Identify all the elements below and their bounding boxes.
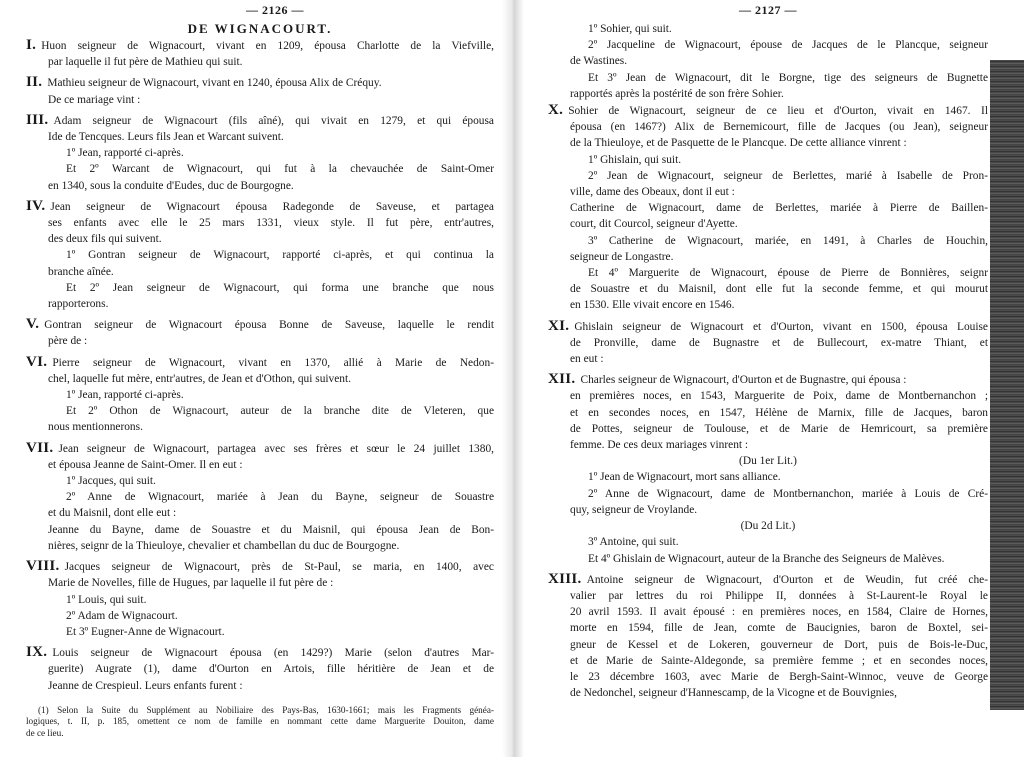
line-text: Antoine seigneur de Wignacourt, d'Ourton et de Weudin, fut créé che- bbox=[586, 573, 988, 586]
line-text: valier par lettres du roi Philippe II, données à St-Laurent-le Royal le bbox=[570, 589, 988, 602]
line-text: 3º Antoine, qui suit. bbox=[588, 536, 679, 549]
right-intro bbox=[548, 21, 988, 102]
intro-line: rapportés après la postérité de son frère Sohier. bbox=[570, 87, 784, 100]
line-text: De ce mariage vint : bbox=[48, 93, 141, 106]
entry-line bbox=[26, 473, 494, 489]
footnote-line: de ce lieu. bbox=[26, 727, 64, 738]
line-text: Charles seigneur de Wignacourt, d'Ourton et de Bugnastre, qui épousa : bbox=[580, 374, 907, 387]
line-text: 2º Anne de Wignacourt, mariée à Jean du Bayne, seigneur de Souastre bbox=[66, 491, 494, 504]
entry-line bbox=[548, 351, 988, 367]
generation-entry bbox=[548, 318, 988, 368]
line-text: et en secondes noces, en 1547, Hélène de Marnix, fille de Jacques, baron bbox=[570, 406, 988, 419]
entry-line bbox=[26, 592, 494, 608]
entry-line bbox=[26, 161, 494, 177]
entry-line bbox=[26, 624, 494, 640]
line-text: 1º Gontran seigneur de Wignacourt, rapporté ci-après, et qui continua la bbox=[66, 249, 494, 262]
generation-number: IV. bbox=[26, 197, 46, 214]
page-title: DE WIGNACOURT. bbox=[187, 21, 333, 36]
line-text: guerite) Augrate (1), dame d'Ourton en Artois, fille héritière de Jean et de bbox=[48, 663, 494, 676]
line-text: (Du 2d Lit.) bbox=[740, 520, 796, 533]
line-text: Jacques seigneur de Wignacourt, près de St-Paul, se maria, en 1400, avec bbox=[64, 561, 494, 574]
entry-line bbox=[26, 644, 494, 661]
entry-line bbox=[26, 440, 494, 457]
entry-line bbox=[548, 604, 988, 620]
entry-line bbox=[26, 198, 494, 215]
entry-line bbox=[26, 92, 494, 108]
entry-line bbox=[548, 685, 988, 701]
entry-line bbox=[548, 653, 988, 669]
line-text: 1º Jean, rapporté ci-après. bbox=[66, 147, 184, 160]
line-text: Et 4º Ghislain de Wignacourt, auteur de la Branche des Seigneurs de Malèves. bbox=[588, 552, 945, 565]
line-text: Louis seigneur de Wignacourt épousa (en 1429?) Marie (selon d'autres Mar- bbox=[52, 647, 494, 660]
line-text: 2º Jean de Wignacourt, seigneur de Berlettes, marié à Isabelle de Pron- bbox=[588, 169, 988, 182]
entry-line bbox=[26, 215, 494, 231]
entry-line bbox=[26, 419, 494, 435]
entry-line bbox=[548, 551, 988, 567]
generation-number: VII. bbox=[26, 439, 54, 456]
page-edge-shadow bbox=[990, 60, 1024, 710]
entry-line bbox=[548, 200, 988, 216]
entry-line bbox=[26, 333, 494, 349]
line-text: Adam seigneur de Wignacourt (fils aîné), qui vivait en 1279, et qui épousa bbox=[53, 114, 494, 127]
entry-line bbox=[548, 281, 988, 297]
intro-line: de Wastines. bbox=[570, 55, 628, 68]
line-text: seigneur de Longastre. bbox=[570, 250, 674, 263]
entry-line bbox=[548, 669, 988, 685]
line-text: nous mentionnerons. bbox=[48, 421, 143, 434]
entry-line bbox=[26, 558, 494, 575]
entry-line bbox=[548, 388, 988, 404]
line-text: femme. De ces deux mariages vinrent : bbox=[570, 439, 749, 452]
entry-line bbox=[26, 457, 494, 473]
entry-line bbox=[26, 129, 494, 145]
entry-line bbox=[26, 387, 494, 403]
line-text: Jeanne de Crespieul. Leurs enfants furent : bbox=[48, 679, 243, 692]
entry-line bbox=[26, 678, 494, 694]
entry-line bbox=[548, 168, 988, 184]
line-text: quy, seigneur de Vroylande. bbox=[570, 503, 698, 516]
line-text: Jeanne du Bayne, dame de Souastre et du Maisnil, qui épousa Jean de Bon- bbox=[48, 523, 494, 536]
line-text: de la Thieuloye, et de Pasquette de le Plancque. De cette alliance vinrent : bbox=[570, 137, 907, 150]
line-text: en eut : bbox=[570, 353, 604, 366]
generation-number: IX. bbox=[26, 644, 48, 661]
line-text: Ghislain seigneur de Wignacourt et d'Ourton, vivant en 1500, épousa Louise bbox=[574, 320, 988, 333]
line-text: le 23 décembre 1603, avec Marie de Bergh-Saint-Winnoc, veuve de George bbox=[570, 670, 988, 683]
generation-entry bbox=[26, 644, 494, 694]
page-number-left: — 2126 — bbox=[246, 3, 304, 17]
line-text: 20 avril 1593. Il avait épousé : en premières noces, en 1584, Claire de Hornes, bbox=[570, 606, 988, 619]
line-text: de Pronville, dame de Bugnastre et de Bullecourt, ex-matre Thiant, et bbox=[570, 336, 988, 349]
generation-entry bbox=[26, 37, 494, 70]
line-text: 1º Jean de Wignacourt, mort sans alliance. bbox=[588, 471, 781, 484]
entry-line bbox=[548, 233, 988, 249]
line-text: par laquelle il fut père de Mathieu qui suit. bbox=[48, 56, 243, 69]
line-text: Huon seigneur de Wignacourt, vivant en 1209, épousa Charlotte de la Viefville, bbox=[41, 40, 494, 52]
entry-line bbox=[26, 575, 494, 591]
entry-line bbox=[548, 135, 988, 151]
generation-number: I. bbox=[26, 37, 37, 53]
generation-number: III. bbox=[26, 111, 49, 128]
generation-entry bbox=[548, 102, 988, 314]
line-text: épousa (en 1467?) Alix de Bernemicourt, fille de Jacques (ou Jean), seigneur bbox=[570, 121, 988, 134]
line-text: (Du 1er Lit.) bbox=[739, 455, 797, 468]
generation-entry bbox=[26, 316, 494, 349]
generation-entry bbox=[548, 371, 988, 566]
entry-line bbox=[26, 354, 494, 371]
line-text: 1º Ghislain, qui suit. bbox=[588, 153, 682, 166]
generation-entry bbox=[26, 198, 494, 312]
footnote bbox=[26, 705, 494, 740]
line-text: nières, seignr de la Thieuloye, chevalier et chambellan du duc de Bourgogne. bbox=[48, 539, 400, 552]
entry-line bbox=[548, 265, 988, 281]
entry-line bbox=[548, 318, 988, 335]
generation-entry bbox=[548, 571, 988, 702]
generation-entry bbox=[26, 440, 494, 554]
entry-line bbox=[26, 403, 494, 419]
entry-line bbox=[548, 216, 988, 232]
entry-line bbox=[26, 74, 494, 91]
line-text: Pierre seigneur de Wignacourt, vivant en 1370, allié à Marie de Nedon- bbox=[52, 356, 494, 369]
line-text: Ide de Tencques. Leurs fils Jean et Warcant suivent. bbox=[48, 131, 284, 144]
line-text: morte en 1594, fille de Jean, comte de Baucignies, baron de Boxtel, sei- bbox=[570, 622, 988, 635]
entry-line bbox=[548, 637, 988, 653]
entry-line bbox=[26, 145, 494, 161]
line-text: chel, laquelle fut mère, entr'autres, de Jean et d'Othon, qui suivent. bbox=[48, 372, 352, 385]
line-text: rapporterons. bbox=[48, 298, 109, 311]
entry-line bbox=[26, 178, 494, 194]
line-text: des deux fils qui suivent. bbox=[48, 233, 162, 246]
line-text: 1º Louis, qui suit. bbox=[66, 593, 147, 606]
line-text: de Nedonchel, seigneur d'Hannescamp, de la Vicogne et de Bouvignies, bbox=[570, 687, 897, 700]
entry-line bbox=[548, 620, 988, 636]
line-text: Jean seigneur de Wignacourt, partagea avec ses frères et sœur le 24 juillet 1380, bbox=[58, 442, 494, 455]
entry-line bbox=[548, 437, 988, 453]
entry-line bbox=[548, 502, 988, 518]
right-entries bbox=[548, 102, 988, 701]
entry-line bbox=[548, 421, 988, 437]
generation-number: X. bbox=[548, 102, 564, 119]
line-text: Et 4º Marguerite de Wignacourt, épouse de Pierre de Bonnières, seignr bbox=[588, 267, 988, 280]
generation-number: XI. bbox=[548, 317, 570, 334]
intro-line: 2º Jacqueline de Wignacourt, épouse de Jacques de le Plancque, seigneur bbox=[588, 39, 988, 52]
generation-number: II. bbox=[26, 74, 43, 91]
line-text: et du Maisnil, dont elle eut : bbox=[48, 507, 177, 520]
entry-line bbox=[26, 608, 494, 624]
line-text: Catherine de Wignacourt, dame de Berlettes, mariée à Pierre de Baillen- bbox=[570, 202, 988, 215]
entry-line bbox=[548, 102, 988, 119]
line-text: Jean seigneur de Wignacourt épousa Radegonde de Saveuse, et partagea bbox=[50, 200, 494, 213]
entry-line bbox=[26, 264, 494, 280]
entry-line bbox=[548, 588, 988, 604]
generation-number: XII. bbox=[548, 371, 576, 388]
line-text: Mathieu seigneur de Wignacourt, vivant en 1240, épousa Alix de Créquy. bbox=[47, 77, 382, 90]
entry-line bbox=[548, 571, 988, 588]
generation-entry bbox=[26, 74, 494, 107]
entry-line bbox=[548, 297, 988, 313]
line-text: Et 3º Eugner-Anne de Wignacourt. bbox=[66, 625, 225, 638]
entry-line bbox=[26, 489, 494, 505]
line-text: Et 2º Jean seigneur de Wignacourt, qui forma une branche que nous bbox=[66, 281, 494, 294]
line-text: Marie de Novelles, fille de Hugues, par laquelle il fut père de : bbox=[48, 577, 334, 590]
generation-entry bbox=[26, 112, 494, 194]
line-text: branche aînée. bbox=[48, 265, 114, 278]
line-text: en 1340, sous la conduite d'Eudes, duc de Bourgogne. bbox=[48, 179, 294, 192]
line-text: et de Marie de Sainte-Aldegonde, sa première femme ; et en secondes noces, bbox=[570, 654, 988, 667]
entry-line bbox=[26, 371, 494, 387]
generation-entry bbox=[26, 558, 494, 640]
entry-line bbox=[26, 505, 494, 521]
generation-entry bbox=[26, 354, 494, 436]
entry-line bbox=[548, 119, 988, 135]
entry-line bbox=[548, 335, 988, 351]
line-text: 3º Catherine de Wignacourt, mariée, en 1491, à Charles de Houchin, bbox=[588, 234, 988, 247]
entry-line bbox=[26, 54, 494, 70]
generation-number: VI. bbox=[26, 353, 48, 370]
entry-line bbox=[548, 249, 988, 265]
line-text: 2º Adam de Wignacourt. bbox=[66, 609, 178, 622]
line-text: 1º Jacques, qui suit. bbox=[66, 475, 156, 488]
entry-line bbox=[548, 518, 988, 534]
right-page bbox=[548, 0, 988, 757]
entry-line bbox=[548, 405, 988, 421]
line-text: en 1530. Elle vivait encore en 1546. bbox=[570, 299, 735, 312]
generation-number: VIII. bbox=[26, 558, 60, 575]
line-text: 1º Jean, rapporté ci-après. bbox=[66, 389, 184, 402]
entry-line bbox=[548, 184, 988, 200]
entry-line bbox=[26, 661, 494, 677]
line-text: ses enfants avec elle le 25 mars 1331, vieux style. Il fut père, entr'autres, bbox=[48, 217, 494, 230]
line-text: court, dit Courcol, seigneur d'Ayette. bbox=[570, 218, 738, 231]
line-text: Et 2º Othon de Wignacourt, auteur de la branche dite de Vleteren, que bbox=[66, 405, 494, 418]
entry-line bbox=[548, 486, 988, 502]
entry-line bbox=[26, 316, 494, 333]
line-text: en premières noces, en 1543, Marguerite de Poix, dame de Montbernanchon ; bbox=[570, 390, 988, 403]
line-text: ville, dame des Obeaux, dont il eut : bbox=[570, 186, 735, 199]
left-page bbox=[26, 0, 494, 757]
footnote-line: logiques, t. II, p. 185, omettent ce nom de famille en nommant cette dame Marguerite Douiton, dame bbox=[26, 716, 494, 726]
entry-line bbox=[26, 112, 494, 129]
intro-line: Et 3º Jean de Wignacourt, dit le Borgne, tige des seigneurs de Bugnette bbox=[588, 71, 988, 84]
left-entries bbox=[26, 37, 494, 694]
entry-line bbox=[26, 538, 494, 554]
entry-line bbox=[26, 231, 494, 247]
entry-line bbox=[26, 37, 494, 54]
entry-line bbox=[26, 296, 494, 312]
line-text: gneur de Kessel et de Lokeren, gouverneur de Dort, puis de Bois-le-Duc, bbox=[570, 638, 988, 651]
line-text: de Pottes, seigneur de Toulouse, et de Marie de Hemricourt, sa première bbox=[570, 422, 988, 435]
entry-line bbox=[26, 522, 494, 538]
book-gutter bbox=[502, 0, 524, 757]
page-number-right: — 2127 — bbox=[739, 3, 797, 17]
footnote-line: (1) Selon la Suite du Supplément au Nobiliaire des Pays-Bas, 1630-1661; mais les Fragments généa- bbox=[38, 704, 494, 715]
line-text: de Souastre et du Maisnil, dont elle fut la seconde femme, et qui mourut bbox=[570, 283, 988, 296]
entry-line bbox=[548, 534, 988, 550]
line-text: père de : bbox=[48, 335, 88, 348]
entry-line bbox=[548, 371, 988, 388]
line-text: Sohier de Wignacourt, seigneur de ce lieu et d'Ourton, vivait en 1467. Il bbox=[568, 105, 988, 118]
entry-line bbox=[26, 280, 494, 296]
entry-line bbox=[548, 152, 988, 168]
entry-line bbox=[548, 453, 988, 469]
generation-number: XIII. bbox=[548, 570, 582, 587]
generation-number: V. bbox=[26, 316, 40, 333]
entry-line bbox=[26, 247, 494, 263]
entry-line bbox=[548, 469, 988, 485]
line-text: Et 2º Warcant de Wignacourt, qui fut à la chevauchée de Saint-Omer bbox=[66, 163, 494, 176]
intro-line: 1º Sohier, qui suit. bbox=[588, 23, 672, 35]
line-text: 2º Anne de Wignacourt, dame de Montbernanchon, mariée à Louis de Cré- bbox=[588, 487, 988, 500]
line-text: et épousa Jeanne de Saint-Omer. Il en eut : bbox=[48, 458, 243, 471]
line-text: Gontran seigneur de Wignacourt épousa Bonne de Saveuse, laquelle le rendit bbox=[44, 319, 494, 332]
